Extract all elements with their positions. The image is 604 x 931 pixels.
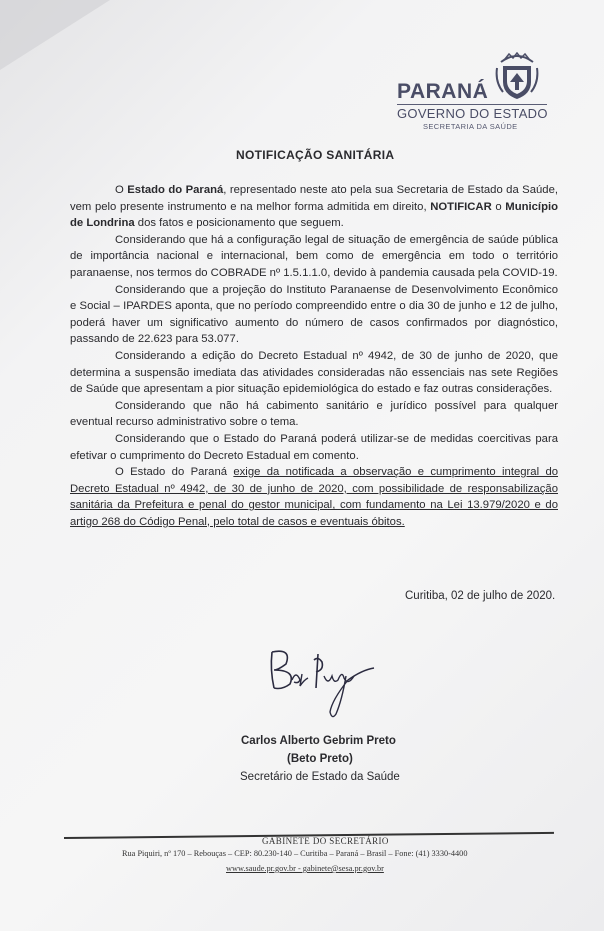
- signer-nickname: (Beto Preto): [287, 753, 353, 765]
- p1-text-g: dos fatos e posicionamento que seguem.: [134, 217, 344, 230]
- p7-text-a: O Estado do Paraná: [115, 466, 234, 479]
- p1-state-name: Estado do Paraná: [127, 184, 224, 196]
- p7-demand-underlined: exige da notificada a observação e cumprimento integral do Decreto Estadual nº 4942, de 30 de junho de 2020, com possibilidade de responsabilização sanitária da Prefeitura e penal do gestor municipal, com fundamento na Lei 13.979/2020 e do artigo 268 do Código Penal, pelo total de casos e eventuais óbitos.: [70, 466, 559, 528]
- p1-text-a: O: [115, 184, 128, 196]
- paragraph-decree: Considerando a edição do Decreto Estadual nº 4942, de 30 de junho de 2020, que determina a suspensão imediata das atividades consideradas não essenciais nas sete Regiões de Saúde que apresentam a pior situação epidemiológica do estado e faz outras considerações.: [70, 349, 558, 396]
- p1-municipality: Município de Londrina: [70, 200, 559, 230]
- parana-coat-of-arms-icon: [495, 52, 539, 102]
- paragraph-ipardes: Considerando que a projeção do Instituto Paranaense de Desenvolvimento Econômico e Social – IPARDES aponta, que no período compreendido entre o dia 30 de junho e 12 de julho, poderá haver um significativo aumento do número de casos confirmados por diagnóstico, passando de 22.623 para 53.077.: [70, 283, 558, 346]
- document-title: NOTIFICAÇÃO SANITÁRIA: [236, 148, 395, 162]
- page-fold: [0, 0, 110, 70]
- logo-brand: PARANÁ: [397, 80, 489, 103]
- footer-web-link[interactable]: www.saude.pr.gov.br - gabinete@sesa.pr.gov.br: [226, 864, 384, 873]
- footer-office: GABINETE DO SECRETÁRIO: [262, 836, 389, 846]
- p1-text-c: , representado neste ato pela sua Secretaria de Estado da Saúde, vem pelo presente instrumento e na melhor forma admitida em direito,: [70, 184, 558, 213]
- footer-address: Rua Piquiri, nº 170 – Rebouças – CEP: 80.230-140 – Curitiba – Paraná – Brasil – Fone: (41) 3330-4400: [122, 849, 468, 858]
- paragraph-coercive: Considerando que o Estado do Paraná poderá utilizar-se de medidas coercitivas para efetivar o cumprimento do Decreto Estadual em comento.: [70, 432, 558, 462]
- logo-department: SECRETARIA DA SAÚDE: [423, 122, 518, 131]
- paragraph-notification: [70, 182, 558, 232]
- paragraph-emergency: Considerando que há a configuração legal de situação de emergência de saúde pública de importância nacional e internacional, bem como de emergência em todo o território paranaense, nos termos do COBRADE nº 1.5.1.1.0, devido à pandemia causada pela COVID-19.: [70, 233, 558, 279]
- signer-role: Secretário de Estado da Saúde: [240, 771, 400, 783]
- p1-notify: NOTIFICAR: [430, 200, 492, 213]
- handwritten-signature: [262, 640, 382, 720]
- date-line: Curitiba, 02 de julho de 2020.: [405, 590, 556, 602]
- document-body: [70, 182, 558, 530]
- paragraph-appeal: Considerando que não há cabimento sanitário e jurídico possível para qualquer eventual recurso administrativo sobre o tema.: [70, 399, 558, 429]
- parana-logo: [395, 50, 555, 135]
- paragraph-demand: [70, 464, 558, 530]
- p1-text-e: o: [491, 200, 506, 213]
- logo-divider: [397, 104, 547, 105]
- logo-government: GOVERNO DO ESTADO: [397, 106, 548, 121]
- signer-name: Carlos Alberto Gebrim Preto: [241, 735, 396, 747]
